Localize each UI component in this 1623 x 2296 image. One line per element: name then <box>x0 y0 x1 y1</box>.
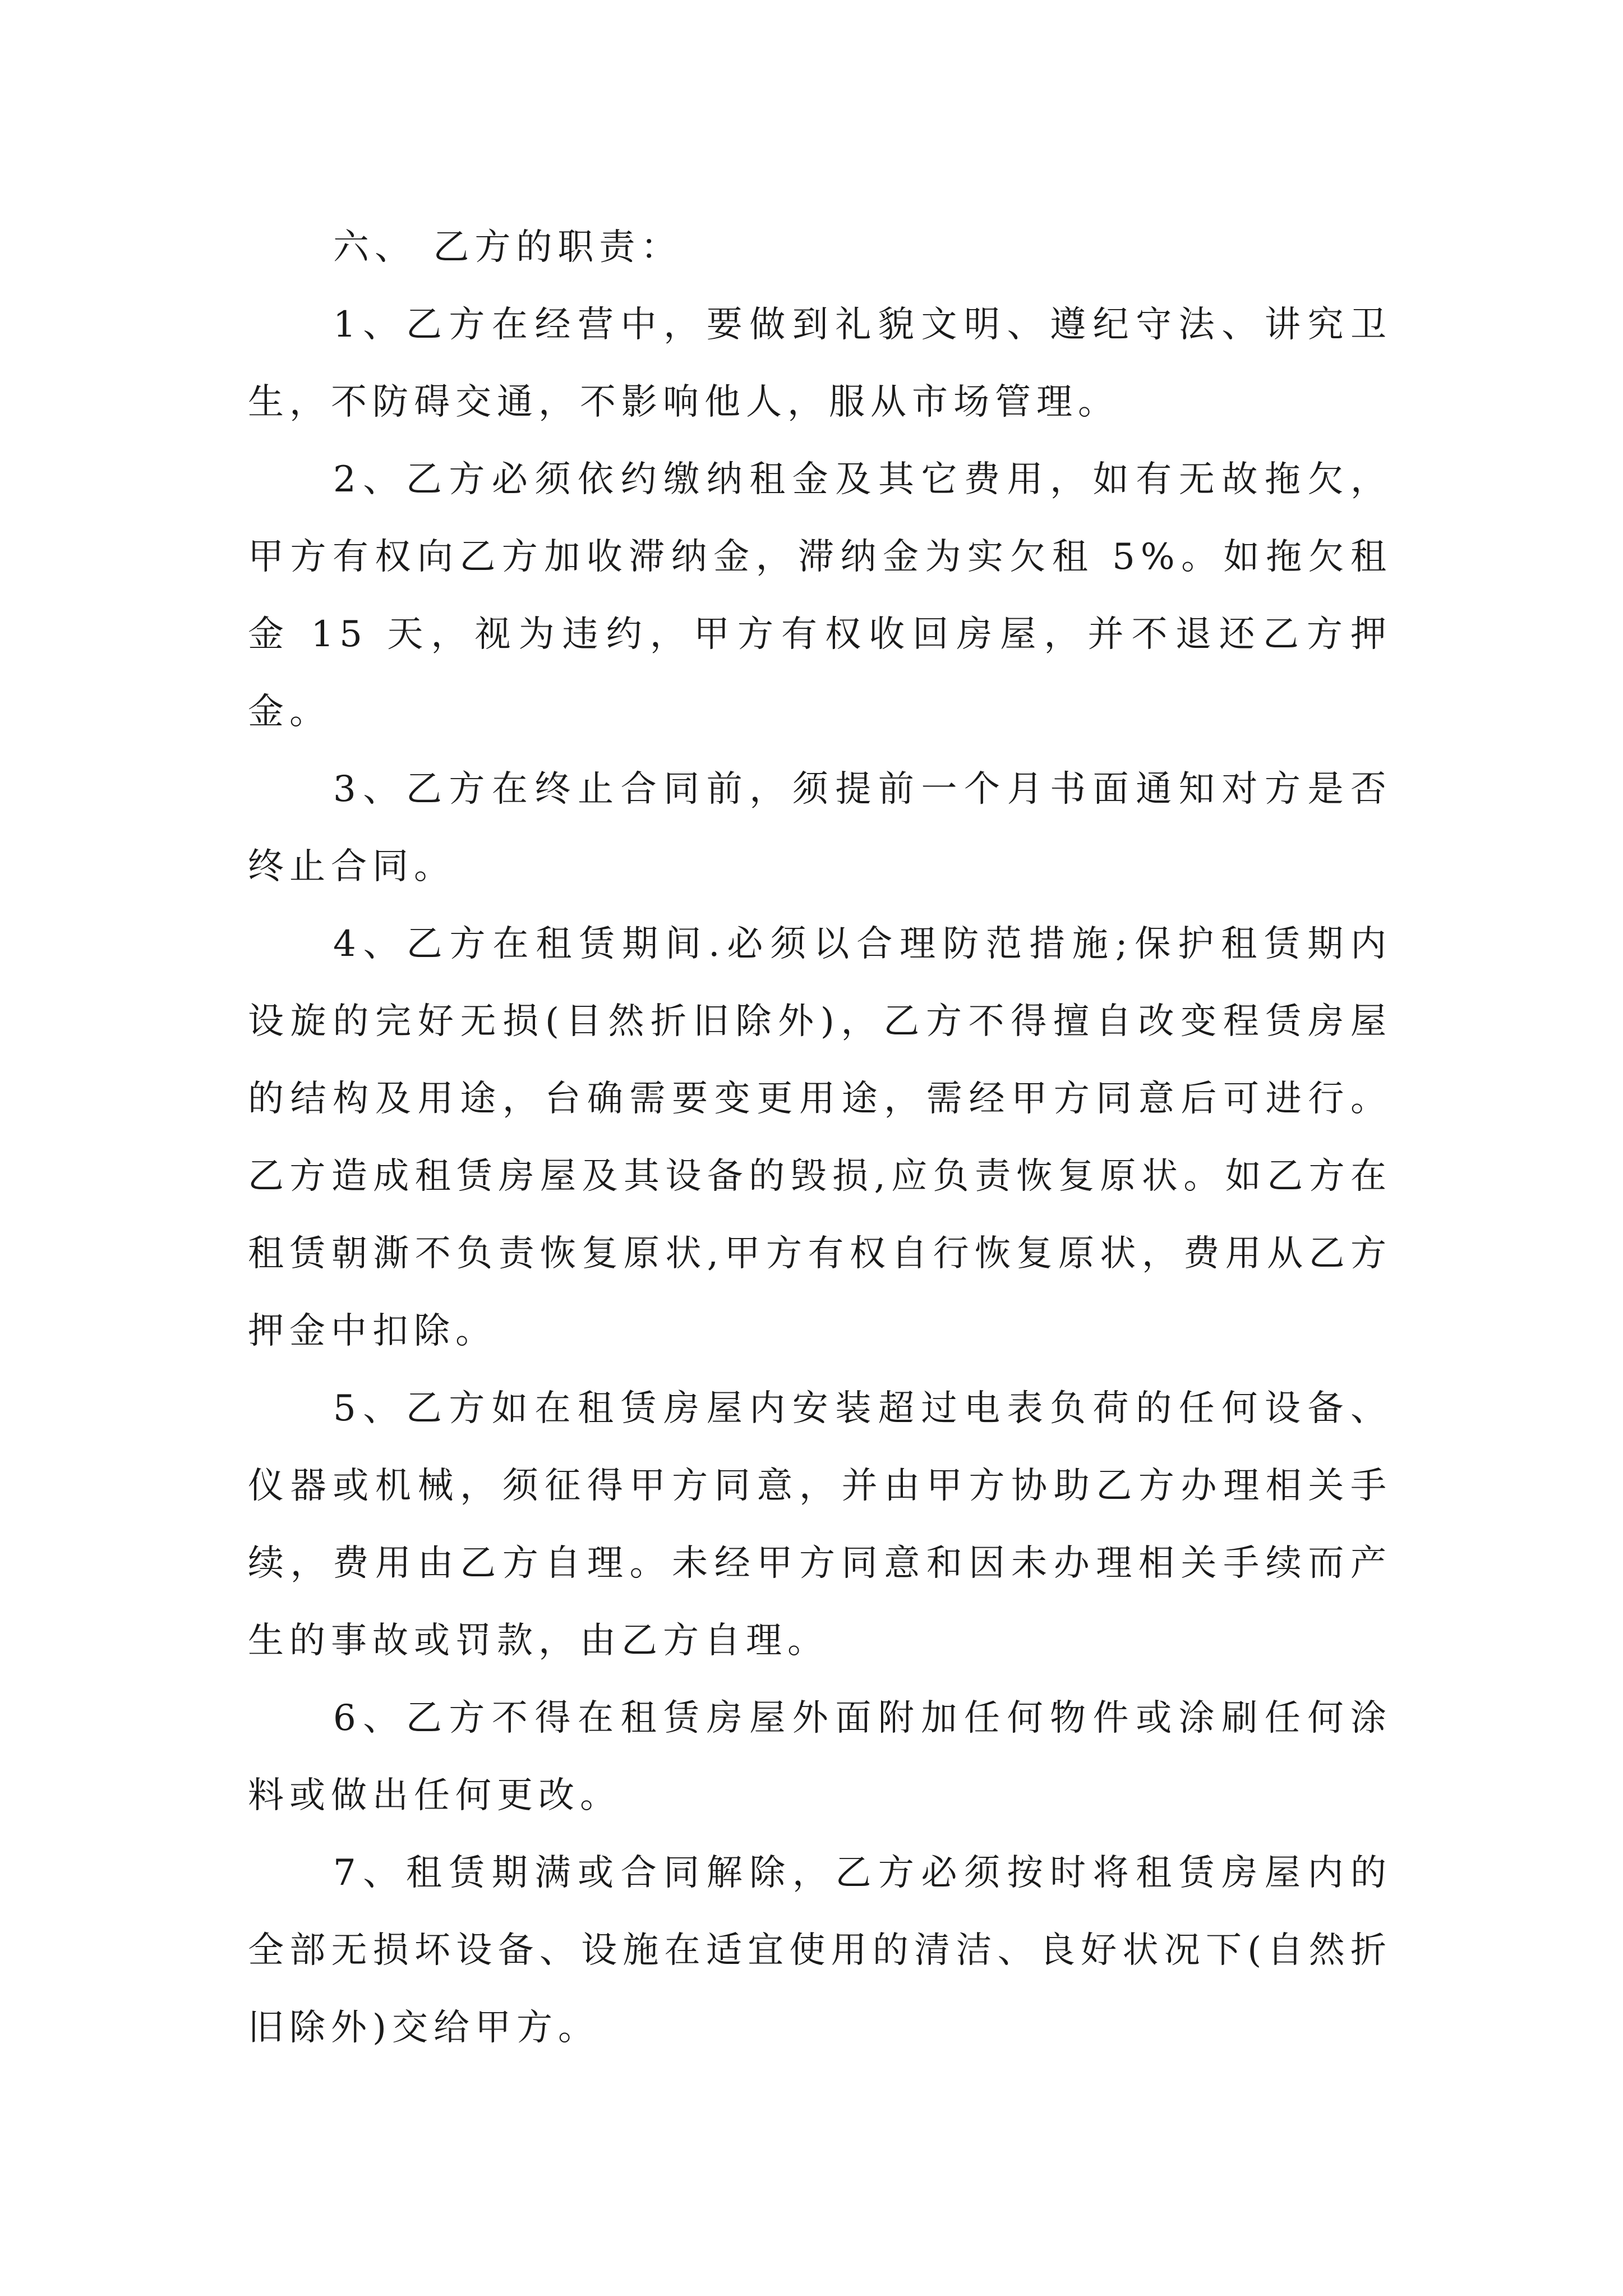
section-heading: 六、 乙方的职责： <box>333 227 683 268</box>
clause-6: 6、乙方不得在租赁房屋外面附加任何物件或涂刷任何涂料或做出任何更改。 <box>248 1697 1392 1816</box>
clause-4: 4、乙方在租赁期间.必须以合理防范措施;保护租赁期内设旋的完好无损(目然折旧除外)，乙方不得擅自改变程赁房屋的结构及用途，台确需要变更用途，需经甲方同意后可进行。乙方造成租赁房屋及其设备的毁损,应负责恢复原状。如乙方在租赁朝澌不负责恢复原状,甲方有权自行恢复原状，费用从乙方押金中扣除。 <box>248 923 1392 1352</box>
clause-2: 2、乙方必须依约缴纳租金及其它费用，如有无故拖欠，甲方有权向乙方加收滞纳金，滞纳金为实欠租 5%。如拖欠租金 15 天，视为违约，甲方有权收回房屋，并不退还乙方押金。 <box>248 459 1392 733</box>
clause-1: 1、乙方在经营中，要做到礼貌文明、遵纪守法、讲究卫生，不防碍交通，不影响他人，服从市场管理。 <box>248 304 1392 423</box>
clause-3: 3、乙方在终止合同前，须提前一个月书面通知对方是否终止合同。 <box>248 769 1392 887</box>
document-body <box>248 209 1392 2067</box>
clause-7: 7、租赁期满或合同解除，乙方必须按时将租赁房屋内的全部无损坏设备、设施在适宜使用的清洁、良好状况下(自然折旧除外)交给甲方。 <box>248 1852 1392 2049</box>
clause-5: 5、乙方如在租赁房屋内安装超过电表负荷的任何设备、仪器或机械，须征得甲方同意，并由甲方协助乙方办理相关手续，费用由乙方自理。未经甲方同意和因未办理相关手续而产生的事故或罚款，由乙方自理。 <box>248 1388 1392 1662</box>
